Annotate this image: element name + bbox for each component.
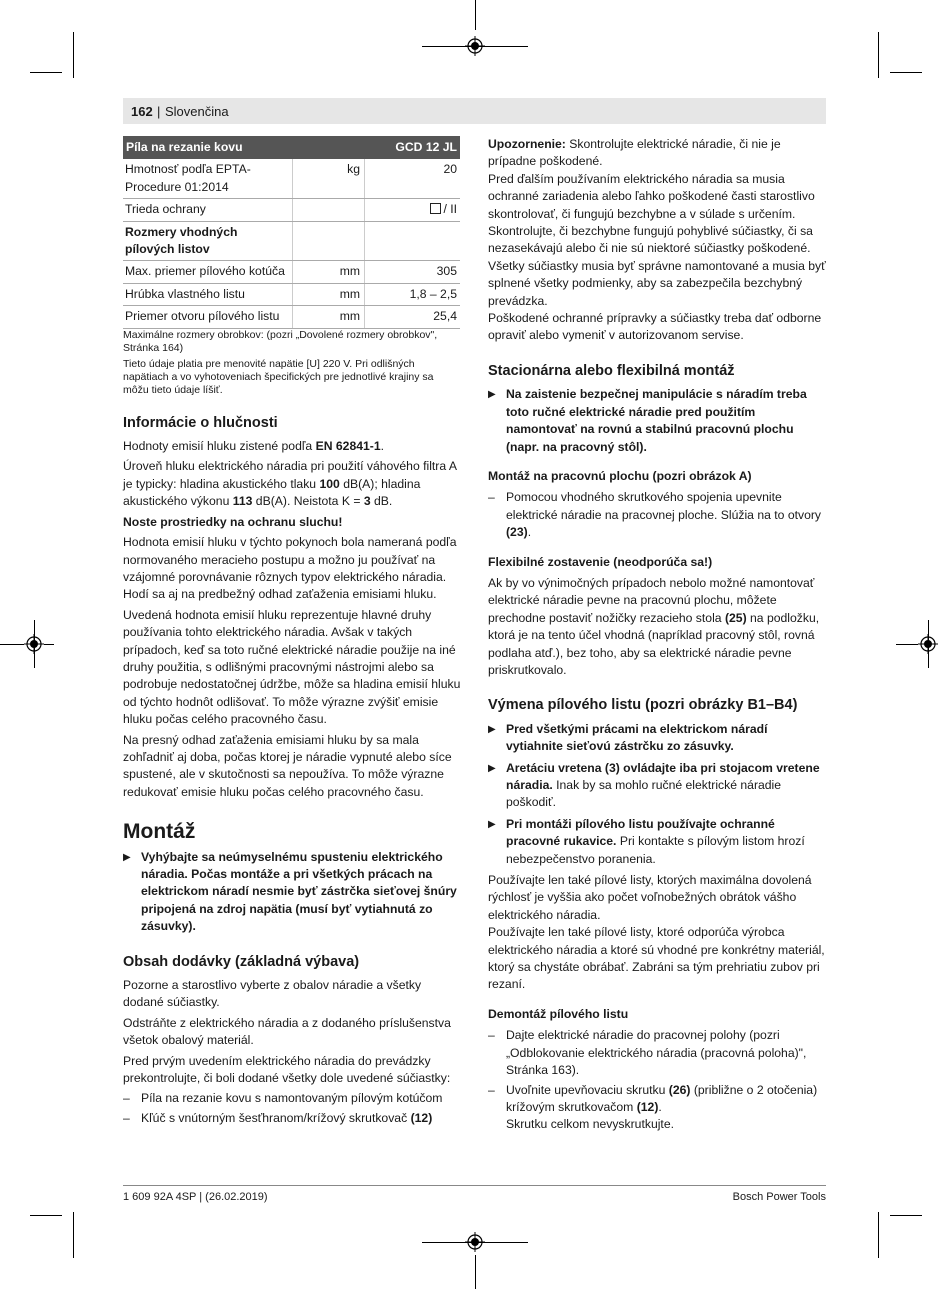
text-bold: Vyhýbajte sa neúmyselnému spusteniu elektrického náradia. Počas montáže a pri všetkých prácach na elektrickom náradí nesmie byť zástrčka sieťovej šnúry pripojená na zdroj napätia (musí byť vytiahnutá zo zásuvky).: [141, 849, 457, 934]
text: Kľúč s vnútorným šesťhranom/krížový skrutkovač: [141, 1110, 411, 1125]
text: dB.: [370, 494, 393, 509]
text-bold: (23): [506, 525, 528, 540]
crop-mark: [890, 1215, 922, 1216]
crop-mark: [34, 620, 35, 668]
table-row: [123, 199, 460, 221]
text-bold: Na zaistenie bezpečnej manipulácie s náradím treba toto ručné elektrické náradie pred použitím namontovať na rovnú a stabilnú pracovnú plochu (napr. na pracovný stôl).: [506, 387, 807, 454]
spec-label: Hmotnosť podľa EPTA-Procedure 01:2014: [123, 159, 293, 198]
text: na podložku, ktorá je na tento účel vhodná (napríklad pracovný stôl, rovná podlaha atď.), bez toho, aby sa elektrické náradie pevne priskrutkovalo.: [488, 610, 820, 677]
crop-mark: [44, 644, 54, 645]
warning-text: Noste prostriedky na ochranu sluchu!: [123, 514, 343, 529]
crop-mark: [878, 32, 879, 78]
arrow-icon: ▶: [488, 762, 496, 774]
paragraph: Hodnota emisií hluku v týchto pokynoch bola nameraná podľa normovaného meracieho postupu a možno ju používať na vzájomné porovnávanie rôznych typov elektrického náradia. Hodí sa aj na predbežný odhad zaťaženia emisiami hluku.: [123, 535, 457, 602]
spec-note: Maximálne rozmery obrobkov: (pozri „Dovolené rozmery obrobkov", Stránka 164): [123, 328, 438, 354]
spec-label: Hrúbka vlastného listu: [123, 283, 293, 305]
paragraph: Pozorne a starostlivo vyberte z obalov náradie a všetky dodané súčiastky.: [123, 978, 422, 1010]
spec-table-header: [123, 136, 460, 159]
text-bold: 100: [319, 476, 340, 491]
safety-bullet: [488, 760, 826, 812]
spec-value-cell: [365, 199, 461, 221]
text: Dajte elektrické náradie do pracovnej polohy (pozri „Odblokovanie elektrického náradia (pracovná poloha)", Stránka 163).: [506, 1028, 807, 1078]
list-item: [488, 1027, 826, 1079]
dash-icon: –: [488, 1028, 495, 1043]
table-row: [123, 306, 460, 328]
spec-label: Priemer otvoru pílového listu: [123, 306, 293, 328]
footer-right: Bosch Power Tools: [732, 1191, 826, 1203]
chapter-heading: Montáž: [123, 820, 196, 844]
list-item: [488, 1082, 826, 1134]
arrow-icon: ▶: [488, 389, 496, 401]
arrow-icon: ▶: [488, 723, 496, 735]
safety-bullet: [488, 816, 826, 868]
crop-mark: [878, 1212, 879, 1258]
paragraph: Používajte len také pílové listy, ktorých maximálna dovolená rýchlosť je vyššia ako počet voľnobežných obrátok vášho elektrického náradia.: [488, 873, 812, 922]
spec-unit: [293, 199, 365, 221]
spec-unit: mm: [293, 283, 365, 305]
paragraph: Používajte len také pílové listy, ktoré odporúča výrobca elektrického náradia a ktoré sú vhodné pre konkrétny materiál, ktorý sa chystáte obrábať. Zabráni sa tým prehriatiu zubov pri rezaní.: [488, 925, 825, 992]
crop-mark: [30, 72, 62, 73]
crop-mark: [0, 644, 24, 645]
list-item: [123, 1110, 461, 1127]
crop-mark: [30, 1215, 62, 1216]
text: dB(A); hladina akustického výkonu: [123, 476, 421, 509]
page-number: 162: [131, 104, 153, 119]
text-bold: 3: [363, 494, 371, 509]
table-row: [123, 283, 460, 305]
paragraph: Odstráňte z elektrického náradia a z dodaného príslušenstva všetok obalový materiál.: [123, 1015, 451, 1048]
paragraph: Pred ďalším používaním elektrického náradia sa musia ochranné zariadenia alebo ľahko poškodené časti starostlivo skontrolovať, či fungujú bezchybne a v súlade s určením. Skontrolujte, či bezchybne fungujú pohyblivé súčiastky, či sa nezasekávajú alebo či nie sú niektoré súčiastky poškodené. Všetky súčiastky musia byť správne namontované a musia byť splnené všetky podmienky, aby sa zabezpečila bezchybný prevádzka.: [488, 171, 826, 308]
crop-mark: [73, 32, 74, 78]
protection-class-icon: [430, 203, 441, 214]
paragraph: Na presný odhad zaťaženia emisiami hluku by sa mala zohľadniť aj doba, počas ktorej je náradie vypnuté alebo síce spustené, ale v skutočnosti sa nepoužíva. To môže výrazne redukovať emisie hluku počas celého pracovného času.: [123, 732, 452, 799]
crop-mark: [890, 72, 922, 73]
text: .: [380, 439, 385, 454]
dash-icon: –: [123, 1110, 130, 1125]
text: Pomocou vhodného skrutkového spojenia upevnite elektrické náradie na pracovnej ploche. Slúžia na to otvory: [506, 490, 822, 522]
crop-mark: [475, 1255, 476, 1289]
dash-icon: –: [488, 490, 495, 505]
spec-value: 1,8 – 2,5: [365, 283, 461, 305]
list-item: [488, 489, 826, 541]
spec-unit: mm: [293, 306, 365, 328]
crop-mark: [928, 620, 929, 668]
crop-mark: [73, 1212, 74, 1258]
footer-left: 1 609 92A 4SP | (26.02.2019): [123, 1191, 268, 1203]
text: dB(A). Neistota K =: [252, 494, 364, 509]
dash-icon: –: [488, 1082, 495, 1097]
text: (približne o 2 otočenia) krížovým skrutkovačom: [506, 1082, 818, 1114]
text-bold: Pri montáži pílového listu používajte ochranné pracovné rukavice.: [506, 816, 775, 849]
crop-mark: [475, 0, 476, 30]
text: Píla na rezanie kovu s namontovaným pílovým kotúčom: [141, 1091, 443, 1106]
right-column: [488, 136, 826, 1136]
spec-table-model: GCD 12 JL: [365, 136, 461, 159]
text-bold: Upozornenie:: [488, 137, 566, 151]
safety-bullet: [488, 386, 826, 456]
spec-value: 305: [365, 261, 461, 283]
paragraph: Poškodené ochranné prípravky a súčiastky treba dať odborne opraviť alebo vymeniť v autorizovanom servise.: [488, 311, 822, 343]
spec-value: 20: [365, 159, 461, 198]
text: Úroveň hluku elektrického náradia pri použití váhového filtra A je typicky: hladina akustického tlaku: [123, 459, 457, 491]
arrow-icon: ▶: [123, 851, 131, 863]
list-item: [123, 1090, 461, 1107]
spec-value: [365, 221, 461, 261]
text: .: [527, 525, 532, 540]
section-heading: Obsah dodávky (základná výbava): [123, 953, 360, 970]
spec-unit: [293, 221, 365, 261]
header-language: Slovenčina: [165, 104, 229, 119]
arrow-icon: ▶: [488, 818, 496, 830]
text: Hodnoty emisií hluku zistené podľa: [123, 439, 316, 454]
text: Ak by vo výnimočných prípadoch nebolo možné namontovať elektrické náradie pevne na pracovnú plochu, môžete prechodne postaviť nožičky rezacieho stola: [488, 575, 815, 625]
text: Skontrolujte elektrické náradie, či nie je prípadne poškodené.: [488, 137, 781, 169]
crop-mark: [896, 644, 918, 645]
section-heading: Informácie o hlučnosti: [123, 414, 278, 431]
text-bold: (26): [668, 1082, 691, 1097]
paragraph: [123, 438, 461, 455]
spec-unit: mm: [293, 261, 365, 283]
text-bold: (12): [636, 1099, 659, 1114]
spec-unit: kg: [293, 159, 365, 198]
left-column: [123, 136, 461, 1129]
spec-label: Rozmery vhodných pílových listov: [123, 221, 293, 261]
table-row: [123, 221, 460, 261]
text-bold: (12): [410, 1110, 433, 1125]
header-separator: |: [157, 104, 161, 119]
section-heading: Stacionárna alebo flexibilná montáž: [488, 362, 735, 379]
safety-bullet: [488, 721, 826, 756]
text-bold: Aretáciu vretena (3) ovládajte iba pri stojacom vretene náradia.: [506, 760, 820, 792]
spec-label: Max. priemer pílového kotúča: [123, 261, 293, 283]
text: Skrutku celkom nevyskrutkujte.: [506, 1117, 674, 1132]
spec-note: Tieto údaje platia pre menovité napätie [U] 220 V. Pri odlišných napätiach a vo vyhotoveniach špecifických pre jednotlivé krajiny sa môžu tieto údaje líšiť.: [123, 357, 434, 396]
table-row: [123, 159, 460, 198]
paragraph: Uvedená hodnota emisií hluku reprezentuje hlavné druhy používania tohto elektrického náradia. Avšak v takých prípadoch, keď sa toto ručné elektrické náradie použije na iné druhy použitia, s odlišnými pracovnými nástrojmi alebo sa podrobuje nedostatočnej údržbe, môže sa hladina emisií hluku od týchto hodnôt odlišovať. To môže výrazne zvýšiť emisie hluku počas celého pracovného času.: [123, 607, 461, 727]
subsection-heading: Montáž na pracovnú plochu (pozri obrázok A): [488, 468, 752, 483]
spec-value: / II: [443, 202, 457, 217]
safety-bullet: [123, 849, 461, 936]
text-bold: Pred všetkými prácami na elektrickom náradí vytiahnite sieťovú zástrčku zo zásuvky.: [506, 721, 768, 754]
paragraph: [488, 575, 826, 679]
text-bold: (25): [724, 610, 747, 625]
spec-table: [123, 136, 460, 329]
dash-icon: –: [123, 1091, 130, 1106]
footer-rule: [123, 1185, 826, 1186]
table-row: [123, 261, 460, 283]
subsection-heading: Demontáž pílového listu: [488, 1006, 629, 1021]
paragraph: [123, 458, 461, 510]
paragraph: Pred prvým uvedením elektrického náradia do prevádzky prekontrolujte, či boli dodané všetky dole uvedené súčiastky:: [123, 1053, 451, 1086]
spec-label: Trieda ochrany: [123, 199, 293, 221]
text: .: [658, 1099, 662, 1114]
text: Pri kontakte s pílovým listom hrozí nebezpečenstvo poranenia.: [506, 834, 805, 866]
section-heading: Výmena pílového listu (pozri obrázky B1–B4): [488, 697, 798, 714]
text: Inak by sa mohlo ručné elektrické náradie poškodiť.: [506, 778, 782, 810]
text-bold: 113: [232, 494, 253, 509]
text-bold: EN 62841-1: [315, 439, 381, 454]
spec-value: 25,4: [365, 306, 461, 328]
subsection-heading: Flexibilné zostavenie (neodporúča sa!): [488, 554, 713, 569]
paragraph: [488, 136, 826, 171]
registration-mark-icon: [465, 36, 485, 56]
page-header: [123, 98, 826, 124]
spec-table-title: Píla na rezanie kovu: [123, 136, 365, 159]
registration-mark-icon: [465, 1232, 485, 1252]
text: Uvoľnite upevňovaciu skrutku: [506, 1082, 669, 1097]
